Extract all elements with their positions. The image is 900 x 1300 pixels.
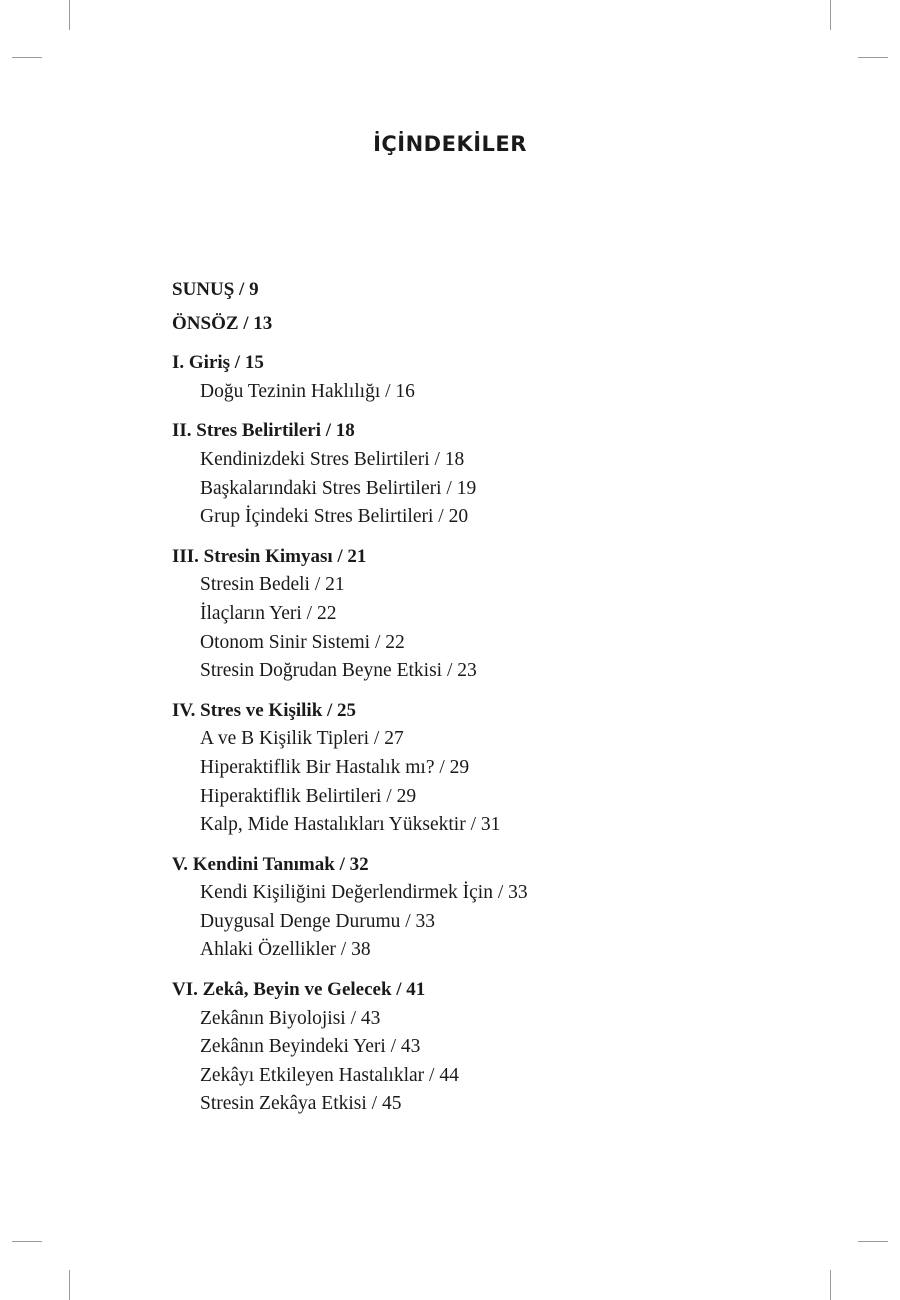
toc-entry: Stresin Bedeli / 21	[200, 574, 345, 596]
chapter-heading: VI. Zekâ, Beyin ve Gelecek / 41	[172, 979, 426, 1001]
toc-entry: Kalp, Mide Hastalıkları Yüksektir / 31	[200, 814, 501, 836]
chapter-heading: I. Giriş / 15	[172, 352, 264, 374]
crop-mark-top-right-vertical	[830, 0, 831, 30]
crop-mark-bottom-right-horizontal	[858, 1241, 888, 1242]
toc-entry: Duygusal Denge Durumu / 33	[200, 910, 436, 932]
table-of-contents	[172, 276, 772, 1119]
chapter-heading: IV. Stres ve Kişilik / 25	[172, 699, 357, 721]
chapter-heading: II. Stres Belirtileri / 18	[172, 420, 355, 442]
toc-entry: Kendi Kişiliğini Değerlendirmek İçin / 33	[200, 882, 528, 904]
toc-entry: Stresin Zekâya Etkisi / 45	[200, 1093, 402, 1115]
toc-entry: İlaçların Yeri / 22	[200, 602, 337, 624]
crop-mark-bottom-left-horizontal	[12, 1241, 42, 1242]
toc-entry: A ve B Kişilik Tipleri / 27	[200, 728, 404, 750]
toc-chapter-1	[172, 349, 772, 406]
page-title: İÇİNDEKİLER	[373, 132, 527, 156]
toc-chapter-5	[172, 851, 772, 965]
toc-entry: Başkalarındaki Stres Belirtileri / 19	[200, 477, 477, 499]
toc-entry: Kendinizdeki Stres Belirtileri / 18	[200, 448, 465, 470]
crop-mark-bottom-left-vertical	[69, 1270, 70, 1300]
toc-entry: Hiperaktiflik Belirtileri / 29	[200, 785, 417, 807]
toc-entry: Otonom Sinir Sistemi / 22	[200, 631, 405, 653]
toc-entry: Doğu Tezinin Haklılığı / 16	[200, 380, 415, 402]
toc-entry: Zekânın Beyindeki Yeri / 43	[200, 1036, 421, 1058]
toc-entry: Grup İçindeki Stres Belirtileri / 20	[200, 506, 469, 528]
toc-entry: Ahlaki Özellikler / 38	[200, 939, 371, 961]
toc-chapter-3	[172, 543, 772, 686]
toc-chapter-2	[172, 417, 772, 531]
toc-chapter-4	[172, 697, 772, 840]
toc-front-matter-sunus: SUNUŞ / 9	[172, 279, 259, 300]
toc-entry: Zekâyı Etkileyen Hastalıklar / 44	[200, 1064, 459, 1086]
chapter-heading: V. Kendini Tanımak / 32	[172, 853, 369, 875]
toc-chapter-6	[172, 976, 772, 1119]
crop-mark-top-left-vertical	[69, 0, 70, 30]
toc-entry: Stresin Doğrudan Beyne Etkisi / 23	[200, 660, 477, 682]
chapter-heading: III. Stresin Kimyası / 21	[172, 545, 367, 567]
toc-entry: Zekânın Biyolojisi / 43	[200, 1007, 381, 1029]
toc-entry: Hiperaktiflik Bir Hastalık mı? / 29	[200, 756, 470, 778]
crop-mark-top-left-horizontal	[12, 57, 42, 58]
crop-mark-top-right-horizontal	[858, 57, 888, 58]
crop-mark-bottom-right-vertical	[830, 1270, 831, 1300]
toc-front-matter-onsoz: ÖNSÖZ / 13	[172, 312, 273, 334]
